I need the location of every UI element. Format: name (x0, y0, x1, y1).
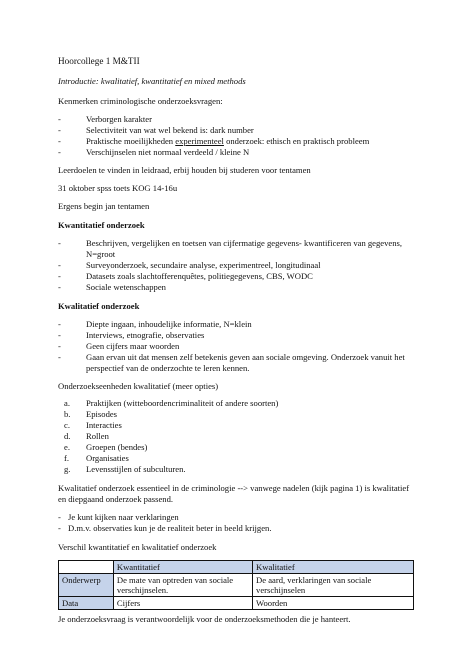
paragraph-continuation: en diepgaand onderzoek passend. (58, 494, 174, 504)
list-item: Surveyonderzoek, secundaire analyse, experimentreel, longitudinaal (86, 260, 321, 270)
table-row-label: Data (59, 597, 114, 610)
bullet-dash: - (58, 260, 61, 270)
table-header-cell: Kwantitatief (113, 561, 252, 574)
table-row (59, 574, 414, 597)
bullet-dash: - (58, 238, 61, 248)
list-item: Episodes (86, 409, 118, 419)
page-title: Hoorcollege 1 M&TII (58, 56, 140, 66)
list-item: Datasets zoals slachtofferenquêtes, politiegegevens, CBS, WODC (86, 271, 313, 281)
bullet-dash: - (58, 136, 61, 146)
bullet-dash: - (58, 341, 61, 351)
list-item (86, 136, 369, 147)
bullet-dash: - (58, 114, 61, 124)
section-heading: Onderzoekseenheden kwalitatief (meer opties) (58, 381, 219, 391)
list-item: Selectiviteit van wat wel bekend is: dark number (86, 125, 254, 135)
list-marker: f. (64, 453, 70, 463)
bullet-dash: - (58, 512, 61, 522)
table-row-label: Onderwerp (59, 574, 114, 597)
list-item: Diepte ingaan, inhoudelijke informatie, N=klein (86, 319, 252, 329)
paragraph: Ergens begin jan tentamen (58, 201, 150, 211)
table-cell: Woorden (253, 597, 414, 610)
list-item: Levensstijlen of subculturen. (86, 464, 186, 474)
list-item: Organisaties (86, 453, 129, 463)
list-item-text: onderzoek: ethisch en praktisch probleem (223, 136, 370, 146)
table-header-cell: Kwalitatief (253, 561, 414, 574)
table-header-cell (59, 561, 114, 574)
list-marker: b. (64, 409, 71, 419)
bullet-dash: - (58, 330, 61, 340)
bullet-dash: - (58, 282, 61, 292)
bullet-dash: - (58, 523, 61, 533)
list-marker: c. (64, 420, 70, 430)
list-item: Verborgen karakter (86, 114, 152, 124)
list-item-continuation: perspectief van de onderzochte te leren kennen. (86, 363, 250, 373)
list-item: Rollen (86, 431, 109, 441)
list-marker: d. (64, 431, 71, 441)
section-heading: Verschil kwantitatief en kwalitatief onderzoek (58, 542, 217, 552)
list-marker: a. (64, 398, 70, 408)
table-row (59, 597, 414, 610)
section-heading: Kwalitatief onderzoek (58, 301, 140, 311)
table-cell: De mate van optreden van sociale verschijnselen. (113, 574, 252, 597)
closing-paragraph: Je onderzoeksvraag is verantwoordelijk voor de onderzoeksmethoden die je hanteert. (58, 614, 351, 624)
list-item-text: Praktische moeilijkheden (86, 136, 176, 146)
bullet-dash: - (58, 319, 61, 329)
list-item: Sociale wetenschappen (86, 282, 166, 292)
list-item-continuation: N=groot (86, 249, 116, 259)
underlined-word: experimenteel (175, 136, 224, 146)
paragraph: Kwalitatief onderzoek essentieel in de criminologie --> vanwege nadelen (kijk pagina 1) is kwalitatief (58, 483, 410, 493)
list-item: Gaan ervan uit dat mensen zelf betekenis geven aan sociale omgeving. Onderzoek vanuit het (86, 352, 405, 362)
list-item: Verschijnselen niet normaal verdeeld / kleine N (86, 147, 250, 157)
table-cell: De aard, verklaringen van sociale verschijnselen (253, 574, 414, 597)
bullet-dash: - (58, 352, 61, 362)
list-item: Geen cijfers maar woorden (86, 341, 180, 351)
section-heading: Kwantitatief onderzoek (58, 220, 145, 230)
kenmerken-heading: Kenmerken criminologische onderzoeksvragen: (58, 96, 223, 106)
bullet-dash: - (58, 271, 61, 281)
bullet-dash: - (58, 125, 61, 135)
table-cell: Cijfers (113, 597, 252, 610)
list-item: Je kunt kijken naar verklaringen (68, 512, 179, 522)
list-marker: g. (64, 464, 71, 474)
paragraph: Leerdoelen te vinden in leidraad, erbij houden bij studeren voor tentamen (58, 165, 311, 175)
list-item: Beschrijven, vergelijken en toetsen van cijfermatige gegevens- kwantificeren van gegevens, (86, 238, 403, 248)
list-item: Praktijken (witteboordencriminaliteit of andere soorten) (86, 398, 279, 408)
paragraph: 31 oktober spss toets KOG 14-16u (58, 183, 178, 193)
comparison-table (58, 560, 414, 610)
subtitle: Introductie: kwalitatief, kwantitatief en mixed methods (58, 76, 246, 86)
list-item: D.m.v. observaties kun je de realiteit beter in beeld krijgen. (68, 523, 272, 533)
list-item: Groepen (bendes) (86, 442, 148, 452)
list-item: Interacties (86, 420, 122, 430)
list-item: Interviews, etnografie, observaties (86, 330, 205, 340)
bullet-dash: - (58, 147, 61, 157)
table-header-row (59, 561, 414, 574)
list-marker: e. (64, 442, 70, 452)
